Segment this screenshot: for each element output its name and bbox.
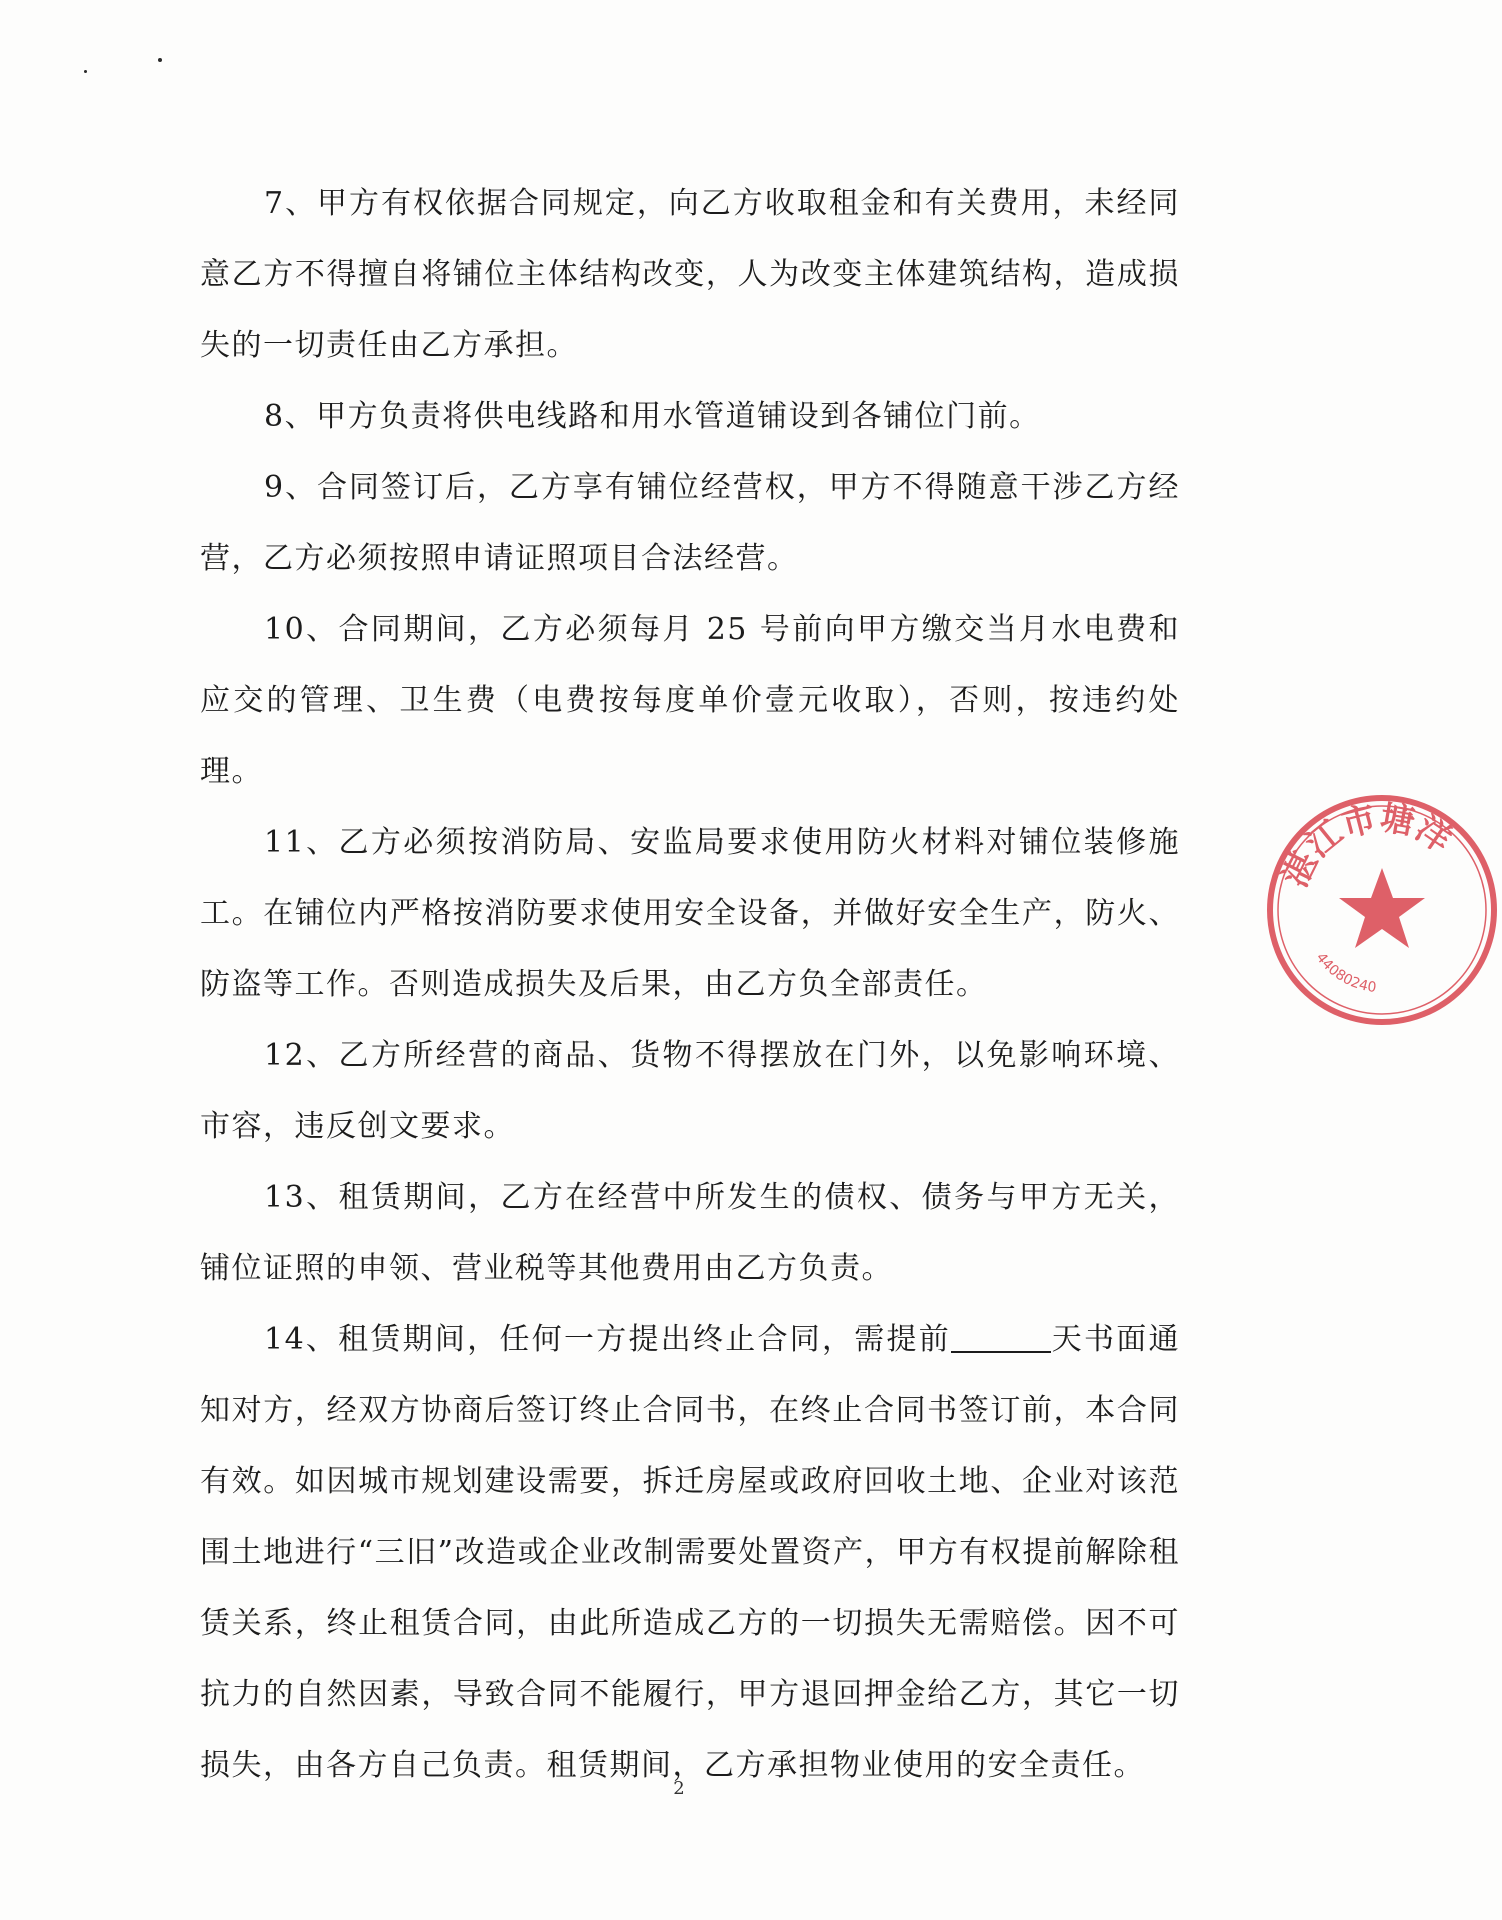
clause-13: 13、租赁期间，乙方在经营中所发生的债权、债务与甲方无关，铺位证照的申领、营业税等其他费用由乙方负责。 <box>200 1180 1180 1286</box>
clause-7: 7、甲方有权依据合同规定，向乙方收取租金和有关费用，未经同意乙方不得擅自将铺位主体结构改变，人为改变主体建筑结构，造成损失的一切责任由乙方承担。 <box>200 186 1180 363</box>
seal-star-icon <box>1339 868 1425 948</box>
clause-14 <box>200 1304 1180 1801</box>
page-number: 2 <box>673 1778 685 1799</box>
contract-body <box>200 168 1180 1801</box>
clause-11: 11、乙方必须按消防局、安监局要求使用防火材料对铺位装修施工。在铺位内严格按消防要求使用安全设备，并做好安全生产，防火、防盗等工作。否则造成损失及后果，由乙方负全部责任。 <box>200 825 1180 1002</box>
scan-speck <box>84 70 87 73</box>
clause-10: 10、合同期间，乙方必须每月 25 号前向甲方缴交当月水电费和应交的管理、卫生费（电费按每度单价壹元收取），否则，按违约处理。 <box>200 612 1180 789</box>
scan-speck <box>158 58 162 62</box>
seal-text: 湛江市塘洋 <box>1275 797 1459 894</box>
clause-14-after-blank: 天书面通知对方，经双方协商后签订终止合同书，在终止合同书签订前，本合同有效。如因城市规划建设需要，拆迁房屋或政府回收土地、企业对该范围土地进行“三旧”改造或企业改制需要处置资产，甲方有权提前解除租赁关系，终止租赁合同，由此所造成乙方的一切损失无需赔偿。因不可抗力的自然因素，导致合同不能履行，甲方退回押金给乙方，其它一切损失，由各方自己负责。租赁期间，乙方承担物业使用的安全责任。 <box>200 1322 1180 1783</box>
clause-12: 12、乙方所经营的商品、货物不得摆放在门外，以免影响环境、市容，违反创文要求。 <box>200 1038 1180 1144</box>
clause-9: 9、合同签订后，乙方享有铺位经营权，甲方不得随意干涉乙方经营，乙方必须按照申请证照项目合法经营。 <box>200 470 1180 576</box>
seal-number: 44080240 <box>1312 950 1378 996</box>
notice-days-blank <box>951 1323 1051 1353</box>
company-seal <box>1262 790 1502 1030</box>
clause-14-before-blank: 14、租赁期间，任何一方提出终止合同，需提前 <box>264 1322 951 1357</box>
clause-8: 8、甲方负责将供电线路和用水管道铺设到各铺位门前。 <box>264 399 1041 434</box>
